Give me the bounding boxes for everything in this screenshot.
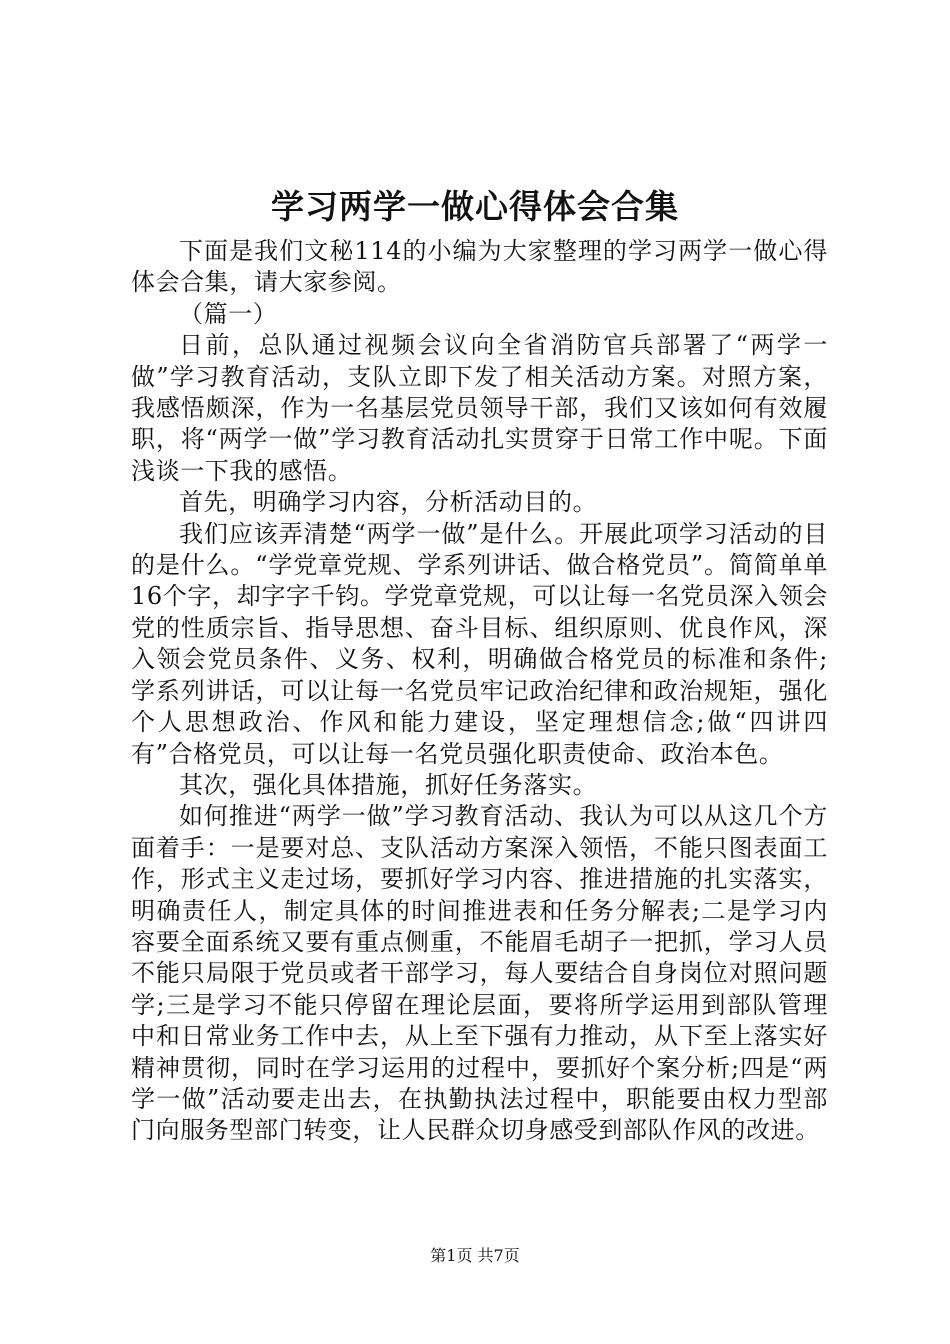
paragraph-1: 日前，总队通过视频会议向全省消防官兵部署了“两学一做”学习教育活动，支队立即下发了相关活动方案。对照方案，我感悟颇深，作为一名基层党员领导干部，我们又该如何有效履职，将“两学一做”学习教育活动扎实贯穿于日常工作中呢。下面浅谈一下我的感悟。	[131, 331, 828, 485]
page-footer: 第1页 共7页	[430, 1246, 520, 1265]
document-body	[131, 236, 828, 1147]
paragraph-heading-second: 其次，强化具体措施，抓好任务落实。	[179, 770, 598, 799]
paragraph-heading-first: 首先，明确学习内容，分析活动目的。	[179, 488, 598, 517]
paragraph-2: 我们应该弄清楚“两学一做”是什么。开展此项学习活动的目的是什么。“学党章党规、学系列讲话、做合格党员”。简简单单16个字，却字字千钧。学党章党规，可以让每一名党员深入领会党的性质宗旨、指导思想、奋斗目标、组织原则、优良作风，深入领会党员条件、义务、权利，明确做合格党员的标准和条件;学系列讲话，可以让每一名党员牢记政治纪律和政治规矩，强化个人思想政治、作风和能力建设，坚定理想信念;做“四讲四有”合格党员，可以让每一名党员强化职责使命、政治本色。	[131, 519, 828, 768]
paragraph-section-label: （篇一）	[179, 299, 278, 328]
paragraph-intro: 下面是我们文秘114的小编为大家整理的学习两学一做心得体会合集，请大家参阅。	[131, 237, 828, 297]
paragraph-3: 如何推进“两学一做”学习教育活动、我认为可以从这几个方面着手：一是要对总、支队活动方案深入领悟，不能只图表面工作，形式主义走过场，要抓好学习内容、推进措施的扎实落实，明确责任人，制定具体的时间推进表和任务分解表;二是学习内容要全面系统又要有重点侧重，不能眉毛胡子一把抓，学习人员不能只局限于党员或者干部学习，每人要结合自身岗位对照问题学;三是学习不能只停留在理论层面，要将所学运用到部队管理中和日常业务工作中去，从上至下强有力推动，从下至上落实好精神贯彻，同时在学习运用的过程中，要抓好个案分析;四是“两学一做”活动要走出去，在执勤执法过程中，职能要由权力型部门向服务型部门转变，让人民群众切身感受到部队作风的改进。	[131, 802, 828, 1145]
document-title: 学习两学一做心得体会合集	[271, 187, 679, 226]
